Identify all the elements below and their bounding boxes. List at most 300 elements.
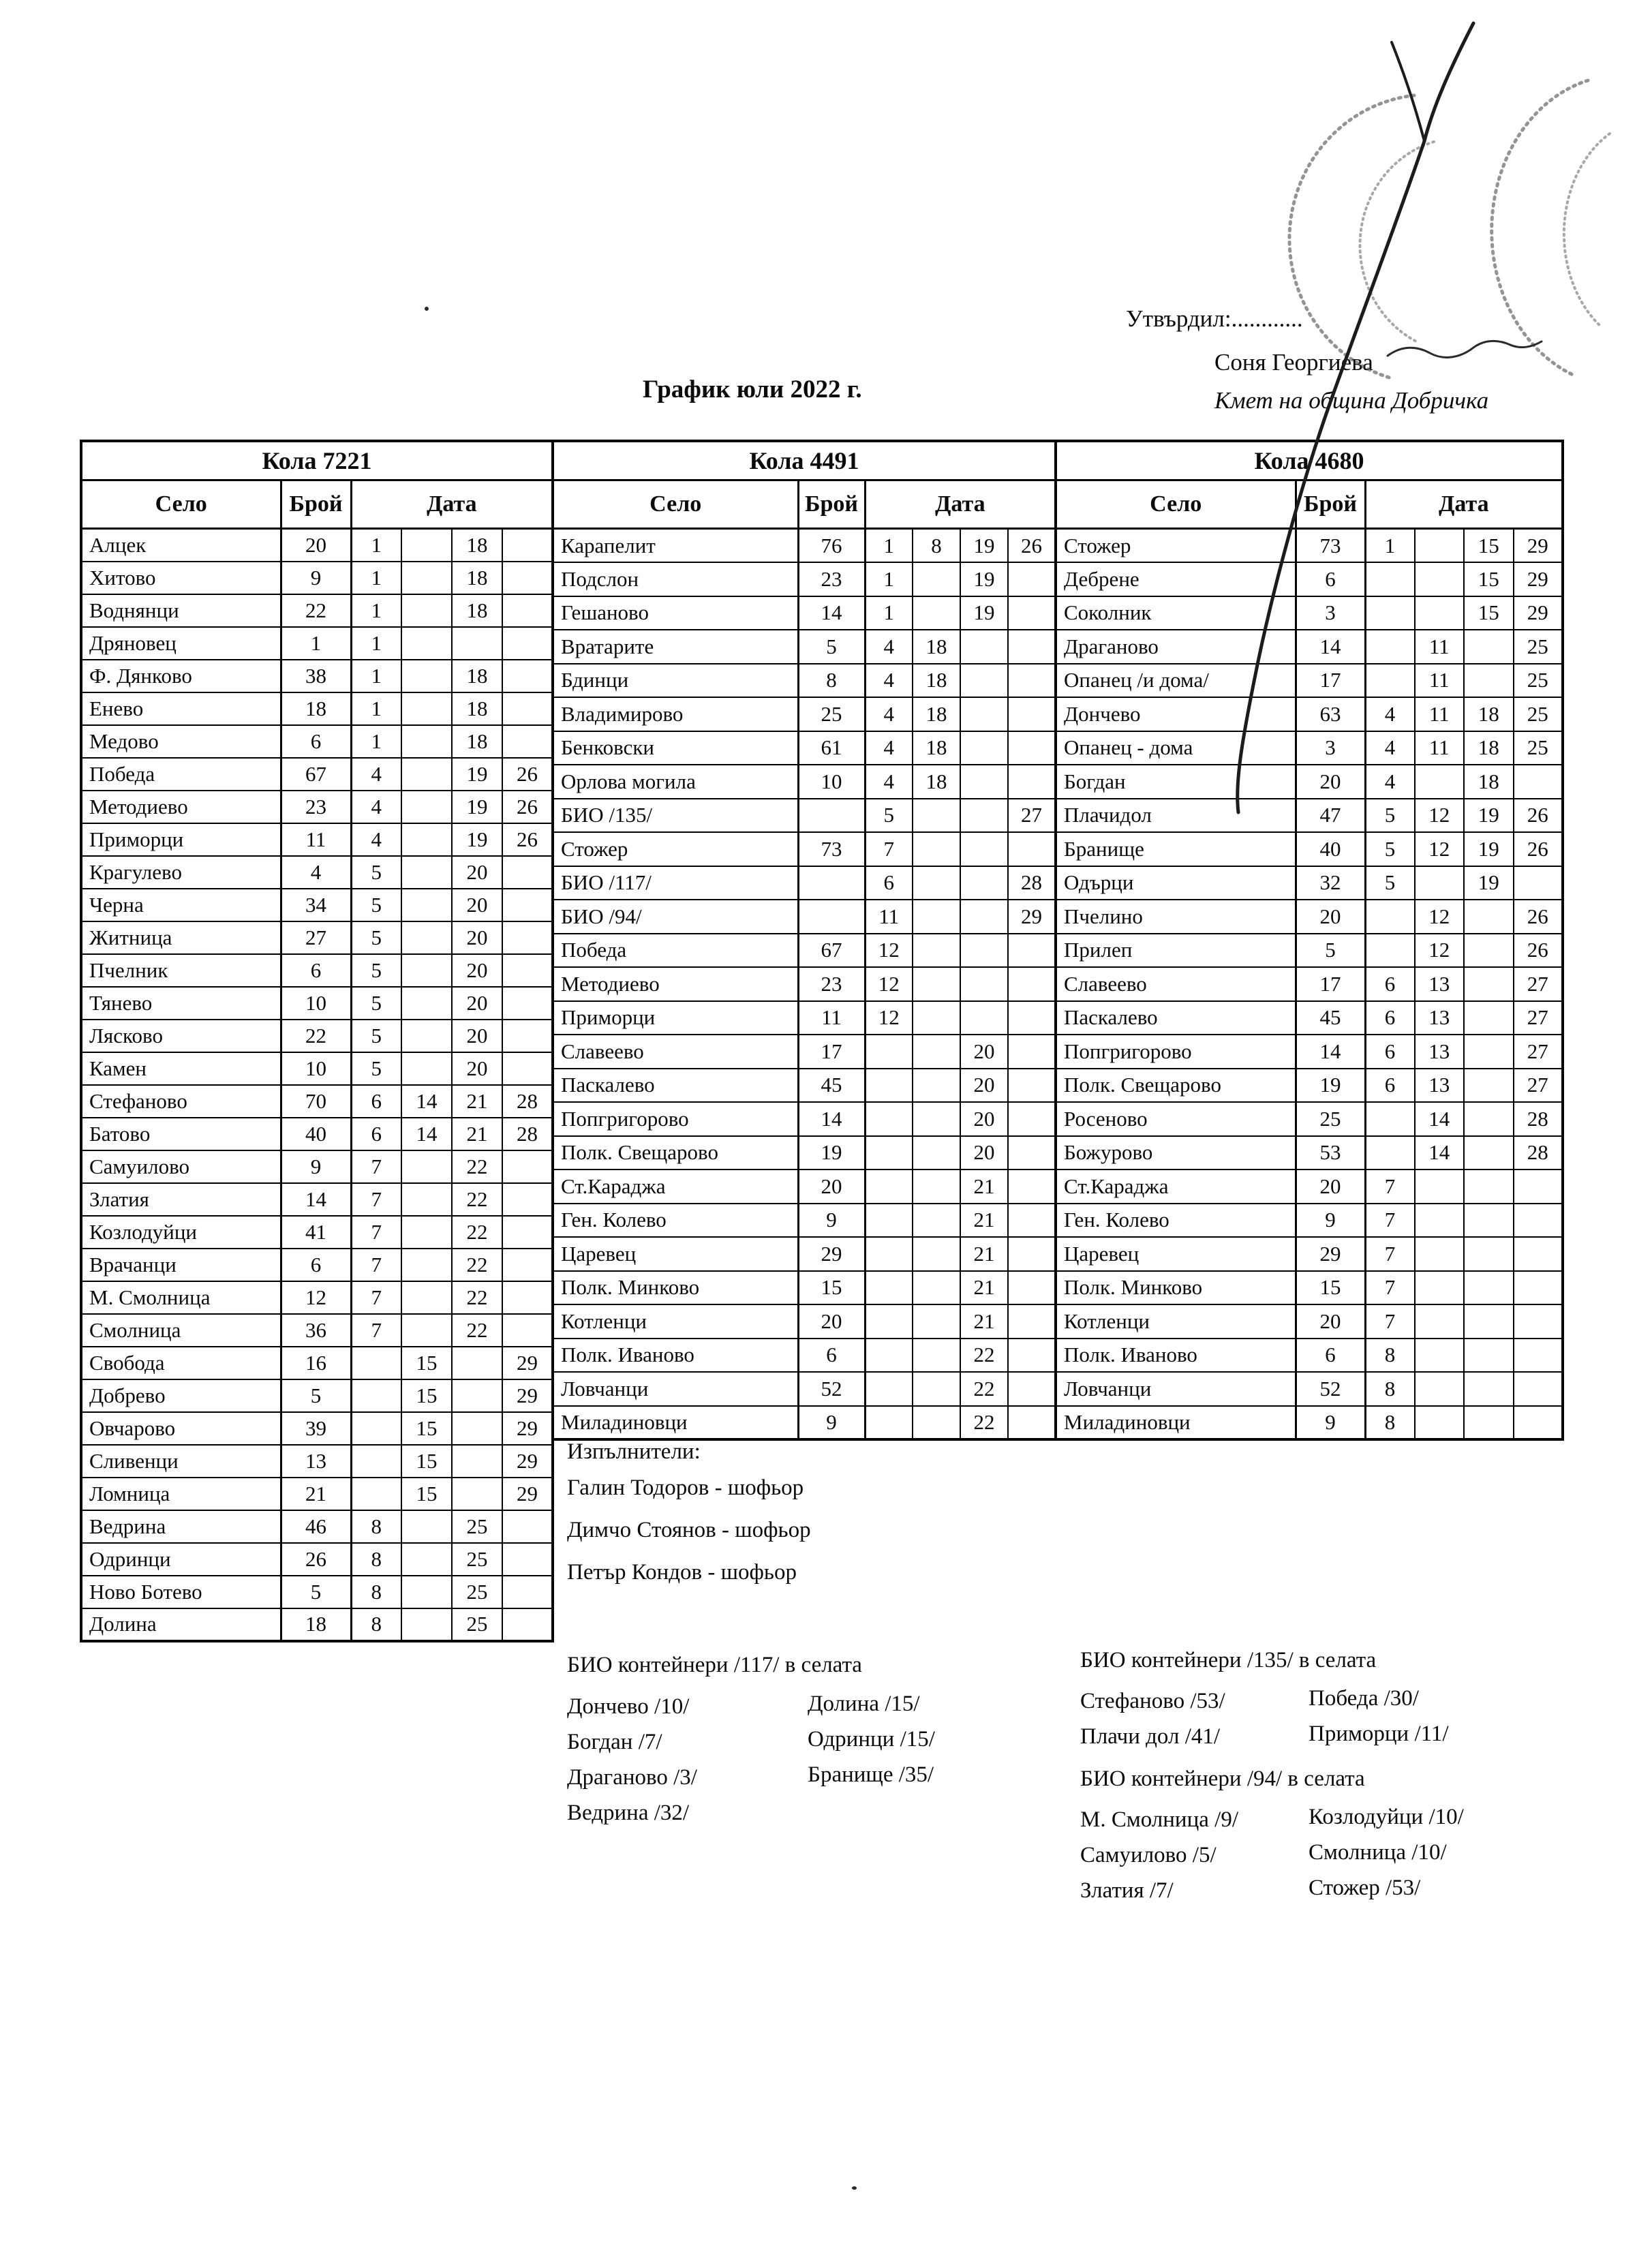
date-cell [913, 1102, 960, 1136]
count-cell: 9 [1296, 1204, 1365, 1238]
village-cell: Пчелник [81, 954, 281, 987]
village-cell: Полк. Минково [1056, 1271, 1296, 1305]
date-cell: 20 [452, 889, 502, 921]
table-row [81, 594, 553, 627]
table-row [81, 1379, 553, 1412]
executor-item: Петър Кондов - шофьор [567, 1560, 797, 1585]
bio-94-column-1 [1080, 1802, 1238, 1908]
village-cell: БИО /94/ [553, 900, 798, 934]
village-cell: Козлодуйци [81, 1216, 281, 1249]
table-row [81, 725, 553, 758]
village-cell: М. Смолница [81, 1281, 281, 1314]
date-cell: 1 [351, 529, 401, 562]
date-cell [865, 1069, 913, 1103]
date-cell: 18 [913, 765, 960, 799]
village-cell: Смолница [81, 1314, 281, 1347]
count-cell: 73 [1296, 529, 1365, 563]
date-cell [1008, 1001, 1056, 1035]
date-cell: 18 [1464, 697, 1514, 731]
date-cell [960, 799, 1008, 833]
date-cell: 4 [865, 697, 913, 731]
date-cell: 25 [1514, 731, 1563, 765]
village-cell: Вратарите [553, 630, 798, 664]
date-cell: 12 [865, 934, 913, 968]
executors-heading: Изпълнители: [567, 1439, 701, 1464]
date-cell [1365, 630, 1415, 664]
count-cell: 20 [1296, 765, 1365, 799]
table-row [553, 529, 1056, 563]
bio-village-item: Козлодуйци /10/ [1309, 1805, 1464, 1829]
date-cell [1415, 1406, 1465, 1440]
date-cell [865, 1271, 913, 1305]
date-cell: 8 [351, 1608, 401, 1641]
date-cell: 18 [452, 692, 502, 725]
date-cell: 27 [1514, 1069, 1563, 1103]
col-header-village: Село [553, 480, 798, 529]
date-cell [913, 1136, 960, 1170]
date-cell [1008, 1136, 1056, 1170]
date-cell [913, 967, 960, 1001]
date-cell [1464, 664, 1514, 698]
date-cell: 29 [1514, 596, 1563, 630]
count-cell: 20 [1296, 1304, 1365, 1339]
count-cell: 52 [798, 1372, 865, 1406]
village-cell: Стожер [553, 832, 798, 866]
table-row [1056, 1204, 1563, 1238]
village-cell: Ловчанци [553, 1372, 798, 1406]
date-cell [1008, 765, 1056, 799]
count-cell: 41 [281, 1216, 351, 1249]
date-cell: 20 [452, 921, 502, 954]
table-row [81, 823, 553, 856]
village-cell: Медово [81, 725, 281, 758]
date-cell: 7 [351, 1150, 401, 1183]
signature-stroke [1392, 42, 1424, 141]
count-cell: 8 [798, 664, 865, 698]
date-cell [502, 1281, 553, 1314]
date-cell: 4 [351, 823, 401, 856]
date-cell [452, 1445, 502, 1478]
table-row [81, 1150, 553, 1183]
date-cell: 5 [351, 1020, 401, 1052]
date-cell: 6 [351, 1118, 401, 1150]
date-cell: 29 [502, 1379, 553, 1412]
table-row [81, 1118, 553, 1150]
date-cell [1008, 697, 1056, 731]
village-cell: Царевец [1056, 1237, 1296, 1271]
table-row [1056, 1170, 1563, 1204]
count-cell: 6 [798, 1339, 865, 1373]
village-cell: Ст.Караджа [553, 1170, 798, 1204]
date-cell: 19 [960, 529, 1008, 563]
count-cell: 19 [1296, 1069, 1365, 1103]
count-cell: 76 [798, 529, 865, 563]
date-cell: 26 [1514, 900, 1563, 934]
date-cell: 14 [1415, 1102, 1465, 1136]
table-row [81, 562, 553, 594]
date-cell: 7 [1365, 1237, 1415, 1271]
date-cell [1415, 596, 1465, 630]
date-cell [401, 562, 452, 594]
count-cell: 27 [281, 921, 351, 954]
date-cell: 29 [502, 1478, 553, 1510]
table-row [1056, 1102, 1563, 1136]
village-cell: Победа [553, 934, 798, 968]
date-cell: 22 [452, 1216, 502, 1249]
schedule-table-kola-4491 [551, 440, 1057, 1441]
date-cell [1008, 1372, 1056, 1406]
date-cell [1008, 1204, 1056, 1238]
date-cell: 8 [1365, 1406, 1415, 1440]
date-cell: 20 [452, 954, 502, 987]
table-row [1056, 1035, 1563, 1069]
date-cell: 18 [452, 660, 502, 692]
date-cell: 1 [1365, 529, 1415, 563]
date-cell: 20 [960, 1136, 1008, 1170]
table-row [1056, 900, 1563, 934]
table-row [81, 1510, 553, 1543]
table-row [81, 987, 553, 1020]
date-cell [401, 1052, 452, 1085]
village-cell: Дончево [1056, 697, 1296, 731]
date-cell: 15 [1464, 596, 1514, 630]
date-cell [1415, 1372, 1465, 1406]
date-cell: 7 [1365, 1170, 1415, 1204]
village-cell: Подслон [553, 562, 798, 596]
count-cell: 20 [281, 529, 351, 562]
date-cell [1464, 1170, 1514, 1204]
village-cell: Енево [81, 692, 281, 725]
date-cell: 6 [1365, 1069, 1415, 1103]
village-cell: Черна [81, 889, 281, 921]
date-cell: 25 [452, 1608, 502, 1641]
bio-village-item: Златия /7/ [1080, 1878, 1174, 1903]
table-row [81, 1543, 553, 1576]
date-cell [1464, 1035, 1514, 1069]
village-cell: Батово [81, 1118, 281, 1150]
count-cell: 6 [1296, 562, 1365, 596]
date-cell: 26 [502, 791, 553, 823]
village-cell: Житница [81, 921, 281, 954]
date-cell: 1 [351, 660, 401, 692]
date-cell [913, 1237, 960, 1271]
count-cell: 10 [281, 987, 351, 1020]
date-cell: 1 [865, 596, 913, 630]
date-cell [1464, 934, 1514, 968]
date-cell [1008, 562, 1056, 596]
date-cell: 11 [1415, 697, 1465, 731]
date-cell [913, 799, 960, 833]
date-cell [1008, 1035, 1056, 1069]
date-cell [502, 987, 553, 1020]
date-cell: 4 [865, 731, 913, 765]
table-row [81, 1052, 553, 1085]
date-cell: 5 [1365, 866, 1415, 900]
date-cell: 18 [1464, 731, 1514, 765]
table-row [1056, 765, 1563, 799]
count-cell: 36 [281, 1314, 351, 1347]
table-row [81, 889, 553, 921]
date-cell: 11 [1415, 630, 1465, 664]
table-row [553, 1102, 1056, 1136]
date-cell: 12 [1415, 934, 1465, 968]
date-cell: 18 [913, 731, 960, 765]
executor-item: Димчо Стоянов - шофьор [567, 1518, 811, 1542]
date-cell: 21 [960, 1237, 1008, 1271]
date-cell: 25 [452, 1576, 502, 1608]
date-cell [1008, 1304, 1056, 1339]
table-title: Кола 4680 [1056, 441, 1563, 480]
village-cell: Ново Ботево [81, 1576, 281, 1608]
village-cell: Полк. Иваново [553, 1339, 798, 1373]
date-cell [1365, 664, 1415, 698]
date-cell [1464, 1069, 1514, 1103]
table-row [81, 1314, 553, 1347]
date-cell [1464, 630, 1514, 664]
date-cell [502, 1608, 553, 1641]
count-cell: 34 [281, 889, 351, 921]
village-cell: Миладиновци [1056, 1406, 1296, 1440]
count-cell [798, 866, 865, 900]
table-row [81, 921, 553, 954]
date-cell: 15 [1464, 562, 1514, 596]
count-cell: 9 [798, 1204, 865, 1238]
date-cell [502, 856, 553, 889]
date-cell: 14 [401, 1085, 452, 1118]
village-cell: Ст.Караджа [1056, 1170, 1296, 1204]
village-cell: Попгригорово [553, 1102, 798, 1136]
date-cell: 19 [1464, 799, 1514, 833]
count-cell: 26 [281, 1543, 351, 1576]
count-cell: 6 [281, 1249, 351, 1281]
date-cell: 11 [1415, 664, 1465, 698]
bio-135-column-2 [1309, 1681, 1449, 1752]
date-cell: 8 [351, 1510, 401, 1543]
count-cell: 15 [798, 1271, 865, 1305]
count-cell: 5 [281, 1379, 351, 1412]
bio-village-item: Смолница /10/ [1309, 1840, 1447, 1865]
village-cell: Ген. Колево [1056, 1204, 1296, 1238]
date-cell [1415, 1204, 1465, 1238]
table-row [81, 660, 553, 692]
date-cell: 1 [351, 725, 401, 758]
table-row [81, 529, 553, 562]
count-cell: 14 [1296, 1035, 1365, 1069]
village-cell: Дряновец [81, 627, 281, 660]
village-cell: Методиево [553, 967, 798, 1001]
date-cell: 29 [1008, 900, 1056, 934]
count-cell: 12 [281, 1281, 351, 1314]
date-cell: 18 [452, 725, 502, 758]
table-row [1056, 1136, 1563, 1170]
table-row [1056, 562, 1563, 596]
count-cell: 11 [281, 823, 351, 856]
village-cell: Победа [81, 758, 281, 791]
count-cell: 29 [1296, 1237, 1365, 1271]
date-cell: 25 [452, 1510, 502, 1543]
date-cell: 22 [452, 1314, 502, 1347]
date-cell: 20 [452, 856, 502, 889]
village-cell: Орлова могила [553, 765, 798, 799]
village-cell: Бдинци [553, 664, 798, 698]
date-cell: 28 [1008, 866, 1056, 900]
count-cell: 32 [1296, 866, 1365, 900]
bio-village-item: Победа /30/ [1309, 1686, 1419, 1711]
date-cell [1008, 934, 1056, 968]
date-cell [913, 1304, 960, 1339]
table-row [553, 1271, 1056, 1305]
table-row [553, 934, 1056, 968]
date-cell [1365, 1136, 1415, 1170]
date-cell [913, 1001, 960, 1035]
date-cell [502, 921, 553, 954]
village-cell: Попгригорово [1056, 1035, 1296, 1069]
date-cell [865, 1237, 913, 1271]
count-cell: 46 [281, 1510, 351, 1543]
count-cell: 9 [1296, 1406, 1365, 1440]
table-row [553, 1001, 1056, 1035]
date-cell: 21 [452, 1085, 502, 1118]
executor-item: Галин Тодоров - шофьор [567, 1476, 804, 1500]
schedule-table-kola-7221 [80, 440, 554, 1642]
table-row [553, 1035, 1056, 1069]
count-cell: 5 [798, 630, 865, 664]
count-cell: 19 [798, 1136, 865, 1170]
col-header-count: Брой [281, 480, 351, 529]
date-cell: 19 [960, 596, 1008, 630]
table-row [81, 1085, 553, 1118]
date-cell [401, 1543, 452, 1576]
date-cell: 4 [865, 630, 913, 664]
approved-label: Утвърдил:............ [1126, 305, 1303, 332]
date-cell [865, 1406, 913, 1440]
village-cell: Прилеп [1056, 934, 1296, 968]
date-cell: 12 [1415, 832, 1465, 866]
date-cell [1464, 1001, 1514, 1035]
date-cell: 29 [502, 1445, 553, 1478]
count-cell: 25 [798, 697, 865, 731]
village-cell: Бранище [1056, 832, 1296, 866]
date-cell: 14 [1415, 1136, 1465, 1170]
date-cell [401, 954, 452, 987]
date-cell: 28 [1514, 1102, 1563, 1136]
table-row [81, 791, 553, 823]
date-cell: 13 [1415, 1069, 1465, 1103]
date-cell [502, 1020, 553, 1052]
date-cell [913, 1406, 960, 1440]
table-row [81, 1478, 553, 1510]
col-header-date: Дата [865, 480, 1056, 529]
date-cell [1415, 765, 1465, 799]
date-cell [1514, 1406, 1563, 1440]
date-cell: 19 [452, 823, 502, 856]
count-cell: 5 [281, 1576, 351, 1608]
count-cell: 47 [1296, 799, 1365, 833]
date-cell [960, 731, 1008, 765]
date-cell: 1 [351, 627, 401, 660]
date-cell: 12 [1415, 799, 1465, 833]
village-cell: Полк. Свещарово [553, 1136, 798, 1170]
date-cell [401, 1183, 452, 1216]
date-cell [1008, 596, 1056, 630]
date-cell [401, 1608, 452, 1641]
date-cell: 21 [960, 1304, 1008, 1339]
village-cell: Ловчанци [1056, 1372, 1296, 1406]
date-cell: 18 [913, 630, 960, 664]
village-cell: Паскалево [553, 1069, 798, 1103]
village-cell: Владимирово [553, 697, 798, 731]
date-cell [865, 1372, 913, 1406]
date-cell: 1 [865, 562, 913, 596]
date-cell: 1 [351, 562, 401, 594]
table-row [553, 1237, 1056, 1271]
date-cell: 18 [1464, 765, 1514, 799]
date-cell: 5 [1365, 832, 1415, 866]
date-cell [1008, 664, 1056, 698]
date-cell [1415, 1237, 1465, 1271]
date-cell: 15 [1464, 529, 1514, 563]
table-row [553, 1372, 1056, 1406]
date-cell [502, 529, 553, 562]
date-cell [913, 934, 960, 968]
round-stamp-icon [1564, 134, 1610, 327]
date-cell [502, 692, 553, 725]
date-cell: 21 [452, 1118, 502, 1150]
date-cell: 7 [351, 1216, 401, 1249]
table-row [81, 1020, 553, 1052]
date-cell [502, 1150, 553, 1183]
village-cell: Тянево [81, 987, 281, 1020]
date-cell: 5 [351, 1052, 401, 1085]
table-row [81, 692, 553, 725]
date-cell: 22 [452, 1183, 502, 1216]
round-stamp-icon [1360, 142, 1434, 342]
date-cell [401, 1150, 452, 1183]
table-row [1056, 731, 1563, 765]
table-row [553, 1204, 1056, 1238]
village-cell: Гешаново [553, 596, 798, 630]
date-cell: 19 [1464, 866, 1514, 900]
col-header-village: Село [81, 480, 281, 529]
date-cell: 26 [1514, 799, 1563, 833]
village-cell: Златия [81, 1183, 281, 1216]
approver-title: Кмет на община Добричка [1214, 387, 1489, 414]
date-cell: 26 [1514, 934, 1563, 968]
table-row [1056, 630, 1563, 664]
date-cell [401, 987, 452, 1020]
village-cell: Приморци [81, 823, 281, 856]
date-cell [1008, 1170, 1056, 1204]
table-row [81, 1412, 553, 1445]
date-cell [960, 697, 1008, 731]
count-cell: 3 [1296, 596, 1365, 630]
count-cell: 14 [798, 1102, 865, 1136]
date-cell [1464, 1304, 1514, 1339]
date-cell: 5 [865, 799, 913, 833]
date-cell [401, 791, 452, 823]
date-cell: 6 [1365, 967, 1415, 1001]
signature-flourish [1388, 341, 1542, 357]
count-cell: 18 [281, 1608, 351, 1641]
date-cell: 22 [452, 1249, 502, 1281]
table-row [553, 832, 1056, 866]
date-cell: 18 [452, 529, 502, 562]
table-row [81, 954, 553, 987]
table-row [1056, 664, 1563, 698]
bio-village-item: Дончево /10/ [567, 1694, 690, 1719]
date-cell: 6 [1365, 1035, 1415, 1069]
table-row [1056, 1372, 1563, 1406]
